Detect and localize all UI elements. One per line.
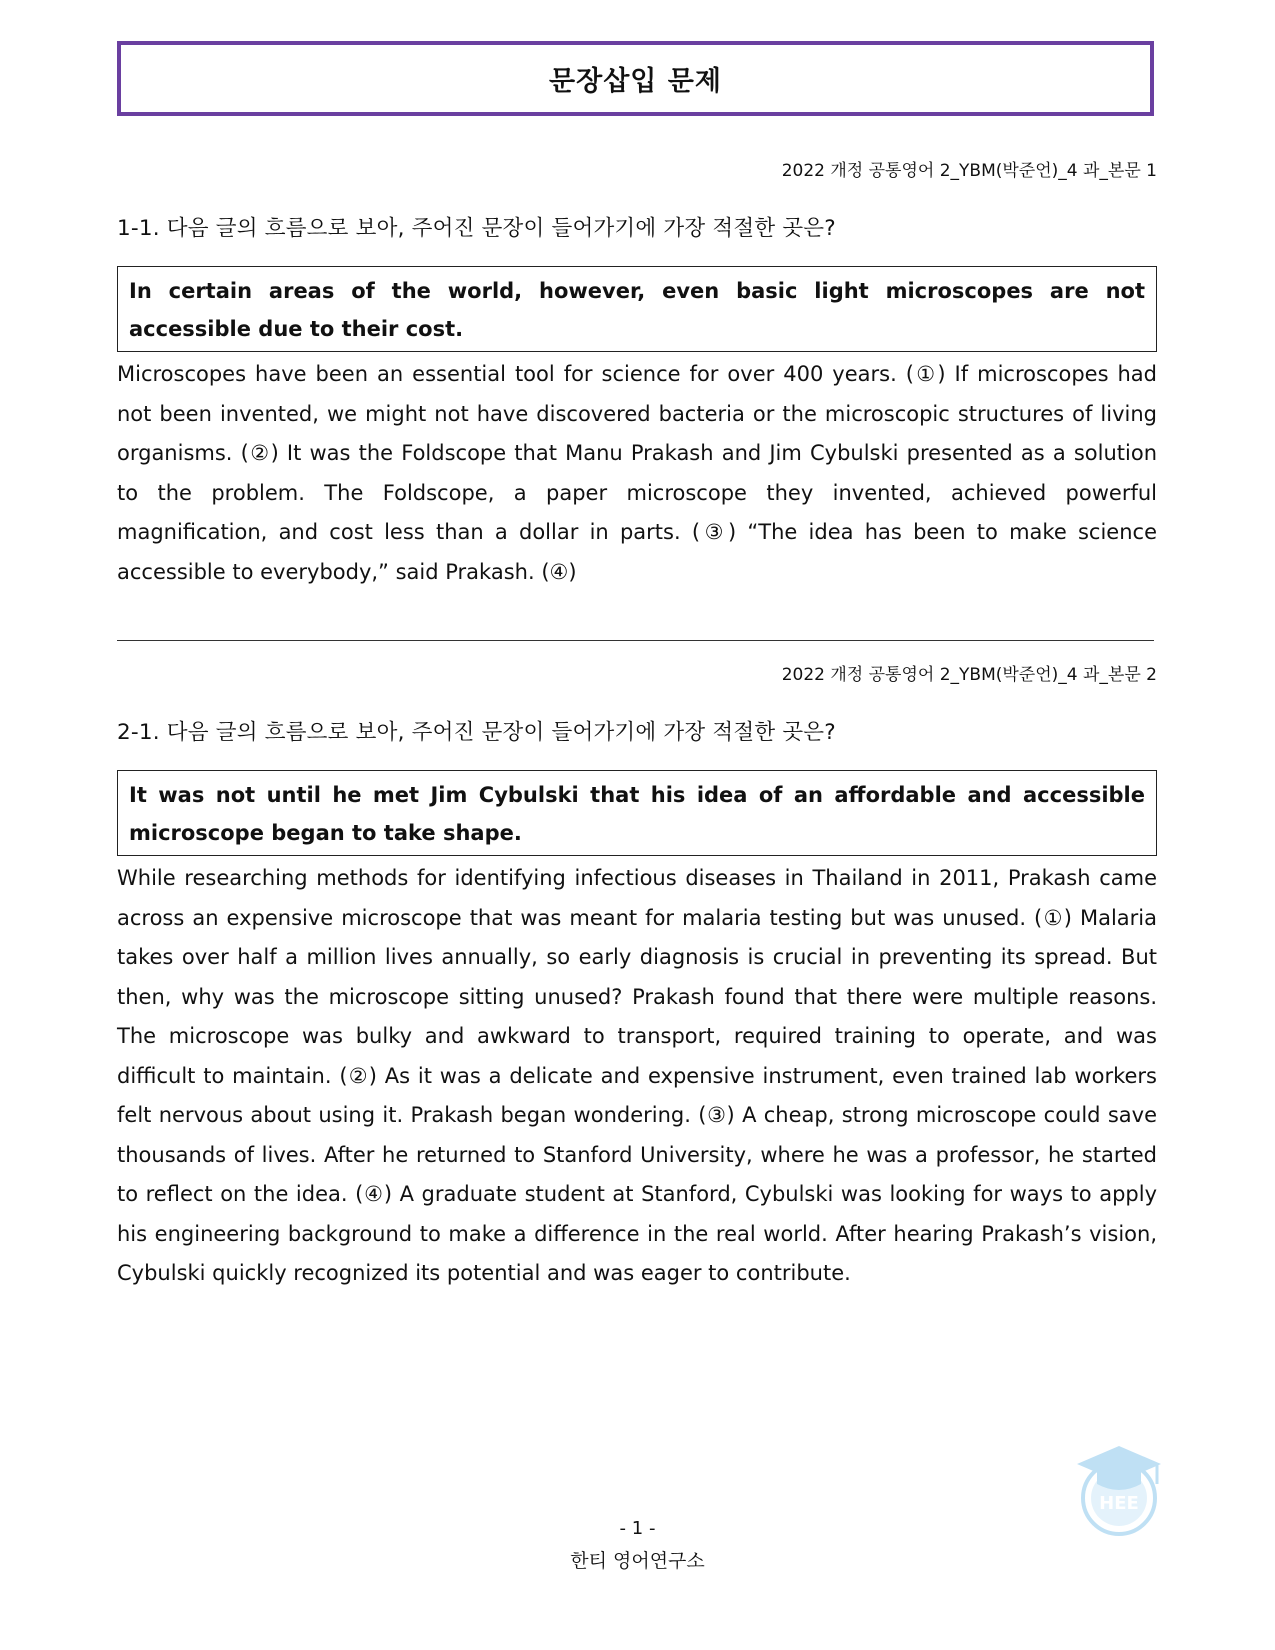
logo-text: HEE: [1099, 1493, 1139, 1514]
question-prompt: 1-1. 다음 글의 흐름으로 보아, 주어진 문장이 들어가기에 가장 적절한 곳은?: [117, 216, 836, 241]
question-section-2: [117, 664, 1157, 1294]
source-label: 2022 개정 공통영어 2_YBM(박준언)_4 과_본문 2: [781, 665, 1157, 685]
question-prompt: 2-1. 다음 글의 흐름으로 보아, 주어진 문장이 들어가기에 가장 적절한 곳은?: [117, 720, 836, 745]
page-number: - 1 -: [619, 1518, 656, 1539]
page-title: 문장삽입 문제: [549, 66, 722, 97]
given-sentence-box: It was not until he met Jim Cybulski that his idea of an affordable and accessible microscope began to take shape.: [117, 770, 1157, 856]
organization-name: 한티 영어연구소: [570, 1550, 705, 1572]
source-label: 2022 개정 공통영어 2_YBM(박준언)_4 과_본문 1: [781, 161, 1157, 181]
question-section-1: [117, 160, 1157, 592]
graduation-cap-logo-icon: [1073, 1440, 1165, 1540]
section-divider: [117, 640, 1154, 641]
passage-text: Microscopes have been an essential tool for science for over 400 years. (①) If microscopes had not been invented, we might not have discovered bacteria or the microscopic structures of living organisms. (②) It was the Foldscope that Manu Prakash and Jim Cybulski presented as a solution to the problem. The Foldscope, a paper microscope they invented, achieved powerful magnification, and cost less than a dollar in parts. (③) “The idea has been to make science accessible to everybody,” said Prakash. (④): [117, 362, 1157, 584]
passage-text: While researching methods for identifying infectious diseases in Thailand in 2011, Prakash came across an expensive microscope that was meant for malaria testing but was unused. (①) Malaria takes over half a million lives annually, so early diagnosis is crucial in preventing its spread. But then, why was the microscope sitting unused? Prakash found that there were multiple reasons. The microscope was bulky and awkward to transport, required training to operate, and was difficult to maintain. (②) As it was a delicate and expensive instrument, even trained lab workers felt nervous about using it. Prakash began wondering. (③) A cheap, strong microscope could save thousands of lives. After he returned to Stanford University, where he was a professor, he started to reflect on the idea. (④) A graduate student at Stanford, Cybulski was looking for ways to apply his engineering background to make a difference in the real world. After hearing Prakash’s vision, Cybulski quickly recognized its potential and was eager to contribute.: [117, 866, 1157, 1285]
given-sentence-box: In certain areas of the world, however, even basic light microscopes are not accessible due to their cost.: [117, 266, 1157, 352]
title-box: [117, 41, 1154, 116]
